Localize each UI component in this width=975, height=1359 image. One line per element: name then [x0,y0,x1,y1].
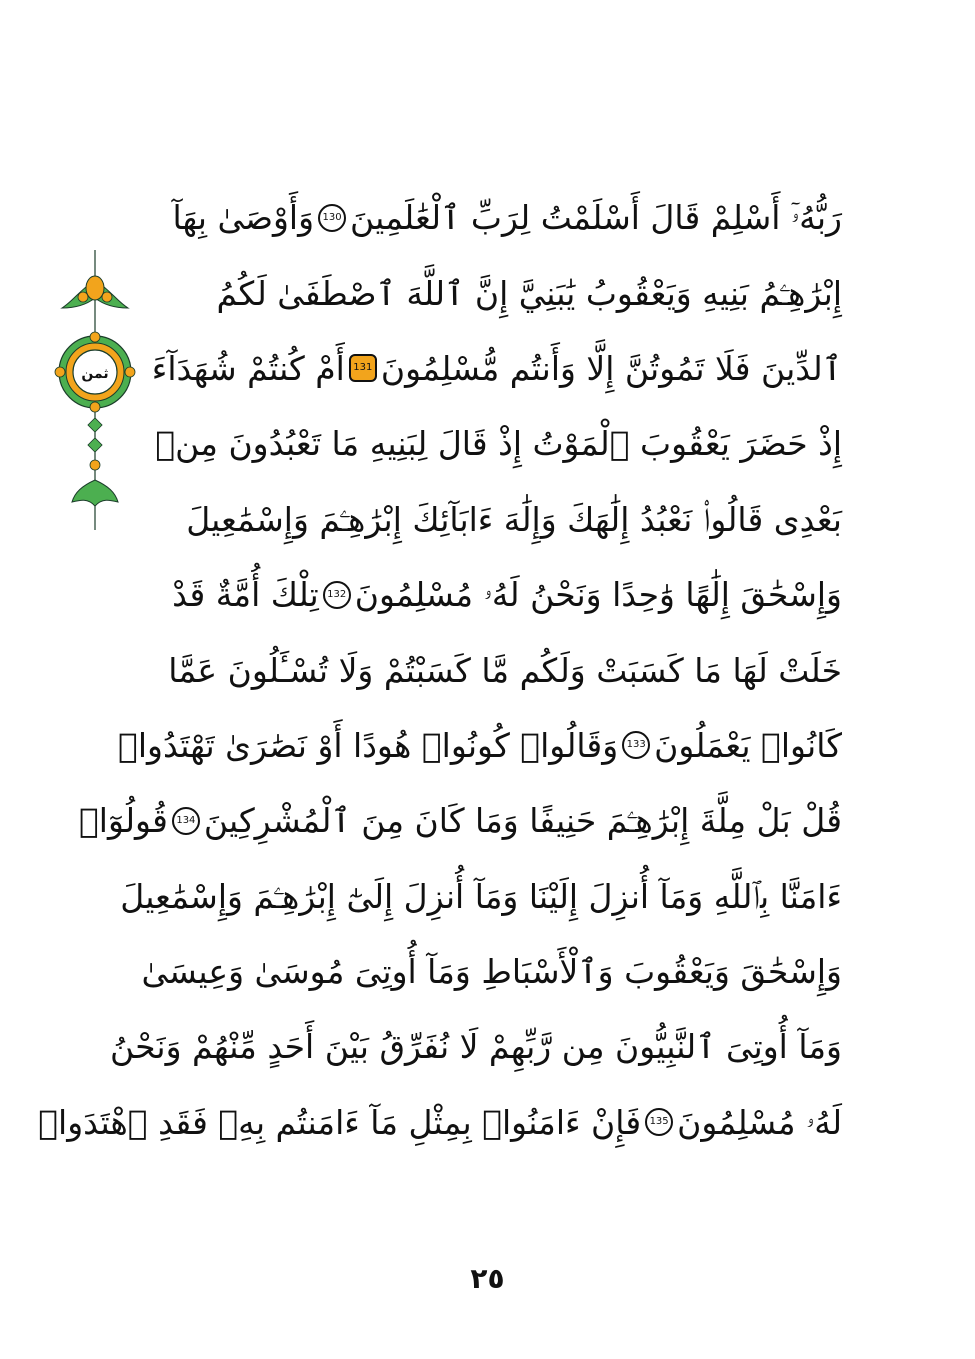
verse-text: وَإِسْحَٰقَ إِلَٰهًا وَٰحِدًا وَنَحْنُ لَهُۥ مُسْلِمُونَ [354,575,842,615]
verse-number-marker: 133 [622,731,650,759]
page-number: ٢٥ [470,1262,505,1295]
text-line [155,406,842,481]
verse-text: رَبُّهُۥٓ أَسْلِمْ قَالَ أَسْلَمْتُ لِرَبِّ ٱلْعَٰلَمِينَ [350,198,842,238]
verse-text: وَقَالُوا۟ كُونُوا۟ هُودًا أَوْ نَصَٰرَىٰ تَهْتَدُوا۟ [118,725,619,765]
verse-number-marker: 135 [645,1108,673,1136]
verse-number-marker: 130 [318,204,346,232]
ornament-label: ثمن [81,366,109,382]
text-line [38,1085,842,1160]
verse-text: ٱلدِّينَ فَلَا تَمُوتُنَّ إِلَّا وَأَنتُم مُّسْلِمُونَ [380,348,842,388]
text-line [120,859,842,934]
text-line [212,255,842,330]
verse-text: لَهُۥ مُسْلِمُونَ [677,1102,842,1142]
verse-text: تِلْكَ أُمَّةٌ قَدْ [172,575,319,615]
verse-text: بَعْدِى قَالُوا۟ نَعْبُدُ إِلَٰهَكَ وَإِلَٰهَ ءَابَآئِكَ إِبْرَٰهِـۧمَ وَإِسْمَٰعِيلَ [186,499,842,539]
verse-text: وَأَوْصَىٰ بِهَآ [172,198,315,238]
verse-text: خَلَتْ لَهَا مَا كَسَبَتْ وَلَكُم مَّا كَسَبْتُمْ وَلَا تُسْـَٔلُونَ عَمَّا [168,650,842,690]
verse-text: كَانُوا۟ يَعْمَلُونَ [654,725,842,765]
verse-text: إِبْرَٰهِـۧمُ بَنِيهِ وَيَعْقُوبُ يَٰبَنِيَّ إِنَّ ٱللَّهَ ٱصْطَفَىٰ لَكُمُ [216,273,842,313]
verse-text: فَإِنْ ءَامَنُوا۟ بِمِثْلِ مَآ ءَامَنتُم بِهِۦ فَقَدِ ٱهْتَدَوا۟ [38,1102,642,1142]
text-line [151,331,842,406]
verse-text: ءَامَنَّا بِٱللَّهِ وَمَآ أُنزِلَ إِلَيْنَا وَمَآ أُنزِلَ إِلَىٰٓ إِبْرَٰهِـۧمَ وَإِسْمَٰعِيلَ [120,876,842,916]
verse-text: أَمْ كُنتُمْ شُهَدَآءَ [151,348,345,388]
ornament-icon [50,250,140,530]
text-line [118,708,842,783]
text-line [186,482,842,557]
text-line [168,632,842,707]
verse-text: وَإِسْحَٰقَ وَيَعْقُوبَ وَٱلْأَسْبَاطِ وَمَآ أُوتِىَ مُوسَىٰ وَعِيسَىٰ [141,952,842,992]
verse-text: وَمَآ أُوتِىَ ٱلنَّبِيُّونَ مِن رَّبِّهِمْ لَا نُفَرِّقُ بَيْنَ أَحَدٍ مِّنْهُمْ وَنَحْنُ [109,1027,842,1067]
text-line [141,934,842,1009]
verse-number-marker: 131 [349,354,377,382]
verse-number-marker: 134 [172,807,200,835]
verse-number-marker: 132 [323,581,351,609]
text-line [172,557,842,632]
verse-text: قُلْ بَلْ مِلَّةَ إِبْرَٰهِـۧمَ حَنِيفًا وَمَا كَانَ مِنَ ٱلْمُشْرِكِينَ [203,801,842,841]
hizb-eighth-ornament [50,250,140,530]
text-line [109,1009,842,1084]
text-line [172,180,842,255]
verse-text: إِذْ حَضَرَ يَعْقُوبَ ٱلْمَوْتُ إِذْ قَالَ لِبَنِيهِ مَا تَعْبُدُونَ مِنۢ [155,424,842,464]
verse-text: قُولُوٓا۟ [78,801,168,841]
text-line [78,783,842,858]
